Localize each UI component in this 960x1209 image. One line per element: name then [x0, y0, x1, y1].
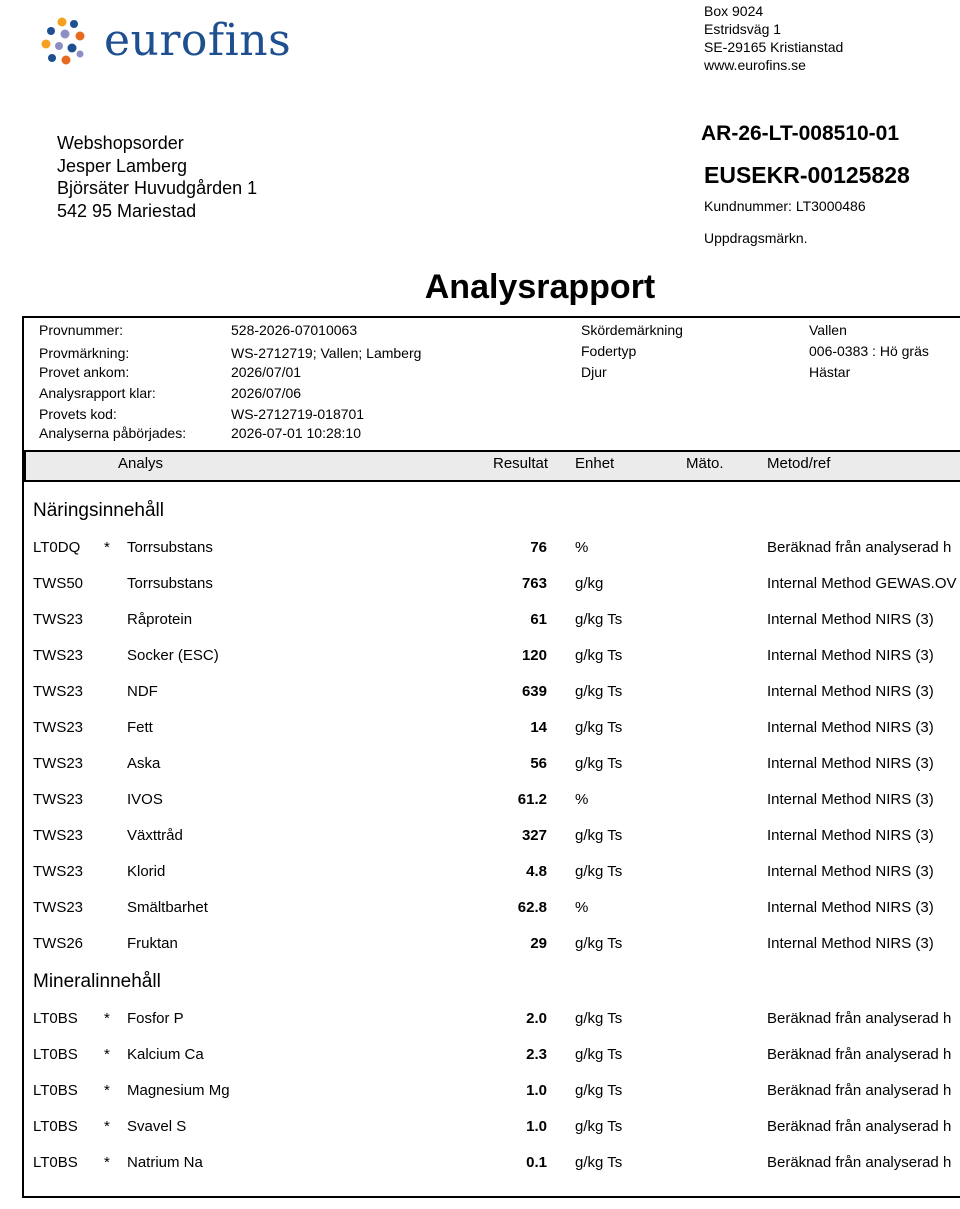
cell-code: LT0BS	[33, 1082, 78, 1099]
cell-method: Beräknad från analyserad h	[767, 1118, 952, 1135]
cell-analysis-name: Fruktan	[127, 935, 178, 952]
section-title: Näringsinnehåll	[33, 500, 164, 521]
cell-unit: g/kg Ts	[575, 935, 623, 952]
cell-unit: g/kg Ts	[575, 1118, 623, 1135]
cell-unit: g/kg Ts	[575, 827, 623, 844]
cell-unit: g/kg Ts	[575, 1010, 623, 1027]
customer-address-line: Webshopsorder	[57, 133, 184, 153]
cell-result: 56	[530, 755, 547, 772]
cell-code: TWS23	[33, 863, 84, 880]
cell-unit: g/kg Ts	[575, 755, 623, 772]
customer-address	[57, 132, 257, 222]
cell-result: 2.3	[526, 1046, 547, 1063]
sample-right-label: Skördemärkning	[581, 322, 683, 338]
cell-method: Internal Method NIRS (3)	[767, 611, 934, 628]
cell-star: *	[104, 539, 110, 556]
sample-right-value: 006-0383 : Hö gräs	[809, 343, 929, 359]
cell-analysis-name: Svavel S	[127, 1118, 187, 1135]
report-number: AR-26-LT-008510-01	[701, 122, 900, 145]
cell-analysis-name: Fett	[127, 719, 153, 736]
cell-result: 120	[521, 647, 547, 664]
cell-code: LT0BS	[33, 1010, 78, 1027]
customer-address-line: Jesper Lamberg	[57, 155, 188, 176]
cell-method: Internal Method NIRS (3)	[767, 899, 934, 916]
sample-right-value: Vallen	[809, 322, 847, 338]
cell-code: TWS23	[33, 719, 84, 736]
sample-right-value: Hästar	[809, 364, 851, 380]
sample-label: Provnummer:	[39, 322, 124, 338]
cell-method: Internal Method NIRS (3)	[767, 935, 934, 952]
cell-unit: g/kg	[575, 575, 604, 592]
cell-analysis-name: Smältbarhet	[127, 899, 208, 916]
cell-code: TWS50	[33, 575, 84, 592]
company-address-line: Box 9024	[704, 3, 764, 19]
cell-method: Internal Method GEWAS.OV	[767, 575, 957, 592]
company-address-line: SE-29165 Kristianstad	[704, 39, 844, 55]
cell-analysis-name: Socker (ESC)	[127, 647, 219, 664]
company-website-link[interactable]: www.eurofins.se	[704, 57, 806, 73]
cell-analysis-name: Natrium Na	[127, 1154, 203, 1171]
cell-star: *	[104, 1082, 110, 1099]
cell-method: Internal Method NIRS (3)	[767, 863, 934, 880]
cell-result: 62.8	[517, 899, 547, 916]
cell-result: 1.0	[526, 1118, 547, 1135]
customer-address-line: Björsäter Huvudgården 1	[57, 178, 258, 198]
eurofins-logo	[40, 14, 300, 70]
header-metod: Metod/ref	[767, 455, 831, 472]
cell-method: Internal Method NIRS (3)	[767, 719, 934, 736]
cell-analysis-name: Torrsubstans	[127, 575, 213, 592]
cell-result: 0.1	[526, 1154, 547, 1171]
cell-result: 327	[521, 827, 547, 844]
report-code: EUSEKR-00125828	[704, 162, 910, 188]
cell-method: Internal Method NIRS (3)	[767, 827, 934, 844]
sample-label: Provets kod:	[39, 406, 117, 422]
header-mato: Mäto.	[686, 455, 724, 472]
cell-unit: g/kg Ts	[575, 719, 623, 736]
cell-unit: g/kg Ts	[575, 683, 623, 700]
cell-analysis-name: NDF	[127, 683, 158, 700]
cell-unit: %	[575, 539, 589, 556]
cell-code: TWS26	[33, 935, 84, 952]
company-address-line: Estridsväg 1	[704, 21, 782, 37]
page-title: Analysrapport	[424, 268, 656, 306]
cell-method: Beräknad från analyserad h	[767, 539, 952, 556]
cell-result: 14	[530, 719, 547, 736]
cell-result: 61.2	[517, 791, 547, 808]
cell-star: *	[104, 1010, 110, 1027]
sample-labels	[39, 320, 186, 442]
cell-unit: g/kg Ts	[575, 647, 623, 664]
sample-value: 2026/07/06	[231, 385, 302, 401]
cell-analysis-name: Råprotein	[127, 611, 193, 628]
sample-values	[231, 320, 421, 442]
sample-label: Provet ankom:	[39, 364, 130, 380]
cell-method: Beräknad från analyserad h	[767, 1154, 952, 1171]
header-analys: Analys	[118, 455, 164, 472]
section-title: Mineralinnehåll	[33, 971, 161, 992]
customer-address-line: 542 95 Mariestad	[57, 200, 197, 221]
cell-analysis-name: Växttråd	[127, 827, 183, 844]
cell-analysis-name: Magnesium Mg	[127, 1082, 230, 1099]
cell-code: LT0BS	[33, 1118, 78, 1135]
cell-code: TWS23	[33, 899, 84, 916]
sample-right-values	[809, 320, 929, 383]
sample-label: Analyserna påbörjades:	[39, 425, 187, 441]
cell-code: TWS23	[33, 791, 84, 808]
sample-value: 528-2026-07010063	[231, 322, 358, 338]
cell-unit: %	[575, 791, 589, 808]
sample-value: WS-2712719; Vallen; Lamberg	[231, 345, 422, 361]
cell-code: LT0DQ	[33, 539, 81, 556]
cell-result: 639	[521, 683, 547, 700]
cell-code: TWS23	[33, 683, 84, 700]
cell-method: Beräknad från analyserad h	[767, 1010, 952, 1027]
cell-result: 2.0	[526, 1010, 547, 1027]
assignment-label: Uppdragsmärkn.	[704, 230, 808, 246]
company-address	[704, 2, 843, 74]
cell-method: Beräknad från analyserad h	[767, 1082, 952, 1099]
cell-method: Internal Method NIRS (3)	[767, 755, 934, 772]
cell-analysis-name: Kalcium Ca	[127, 1046, 204, 1063]
sample-value: 2026-07-01 10:28:10	[231, 425, 361, 441]
logo-dots-icon	[40, 14, 96, 70]
cell-unit: g/kg Ts	[575, 1046, 623, 1063]
cell-result: 29	[530, 935, 547, 952]
cell-code: TWS23	[33, 647, 84, 664]
cell-star: *	[104, 1046, 110, 1063]
cell-result: 763	[521, 575, 547, 592]
header-resultat: Resultat	[493, 455, 549, 472]
cell-unit: g/kg Ts	[575, 611, 623, 628]
sample-value: 2026/07/01	[231, 364, 302, 380]
customer-number: Kundnummer: LT3000486	[704, 198, 866, 214]
cell-unit: g/kg Ts	[575, 1082, 623, 1099]
sample-label: Provmärkning:	[39, 345, 130, 361]
cell-code: TWS23	[33, 755, 84, 772]
logo-wordmark: eurofins	[104, 15, 292, 66]
cell-unit: g/kg Ts	[575, 863, 623, 880]
cell-method: Internal Method NIRS (3)	[767, 647, 934, 664]
sample-right-labels	[581, 320, 683, 383]
cell-method: Beräknad från analyserad h	[767, 1046, 952, 1063]
cell-code: LT0BS	[33, 1046, 78, 1063]
cell-result: 76	[530, 539, 547, 556]
cell-code: LT0BS	[33, 1154, 78, 1171]
cell-unit: g/kg Ts	[575, 1154, 623, 1171]
cell-analysis-name: Klorid	[127, 863, 166, 880]
cell-code: TWS23	[33, 827, 84, 844]
cell-star: *	[104, 1118, 110, 1135]
sample-value: WS-2712719-018701	[231, 406, 365, 422]
cell-result: 61	[530, 611, 547, 628]
header-enhet: Enhet	[575, 455, 615, 472]
cell-result: 4.8	[526, 863, 547, 880]
cell-unit: %	[575, 899, 589, 916]
cell-result: 1.0	[526, 1082, 547, 1099]
sample-right-label: Fodertyp	[581, 343, 637, 359]
cell-analysis-name: Fosfor P	[127, 1010, 184, 1027]
cell-analysis-name: Torrsubstans	[127, 539, 213, 556]
cell-star: *	[104, 1154, 110, 1171]
cell-code: TWS23	[33, 611, 84, 628]
cell-analysis-name: IVOS	[127, 791, 163, 808]
cell-analysis-name: Aska	[127, 755, 161, 772]
cell-method: Internal Method NIRS (3)	[767, 683, 934, 700]
sample-label: Analysrapport klar:	[39, 385, 156, 401]
sample-right-label: Djur	[581, 364, 607, 380]
cell-method: Internal Method NIRS (3)	[767, 791, 934, 808]
